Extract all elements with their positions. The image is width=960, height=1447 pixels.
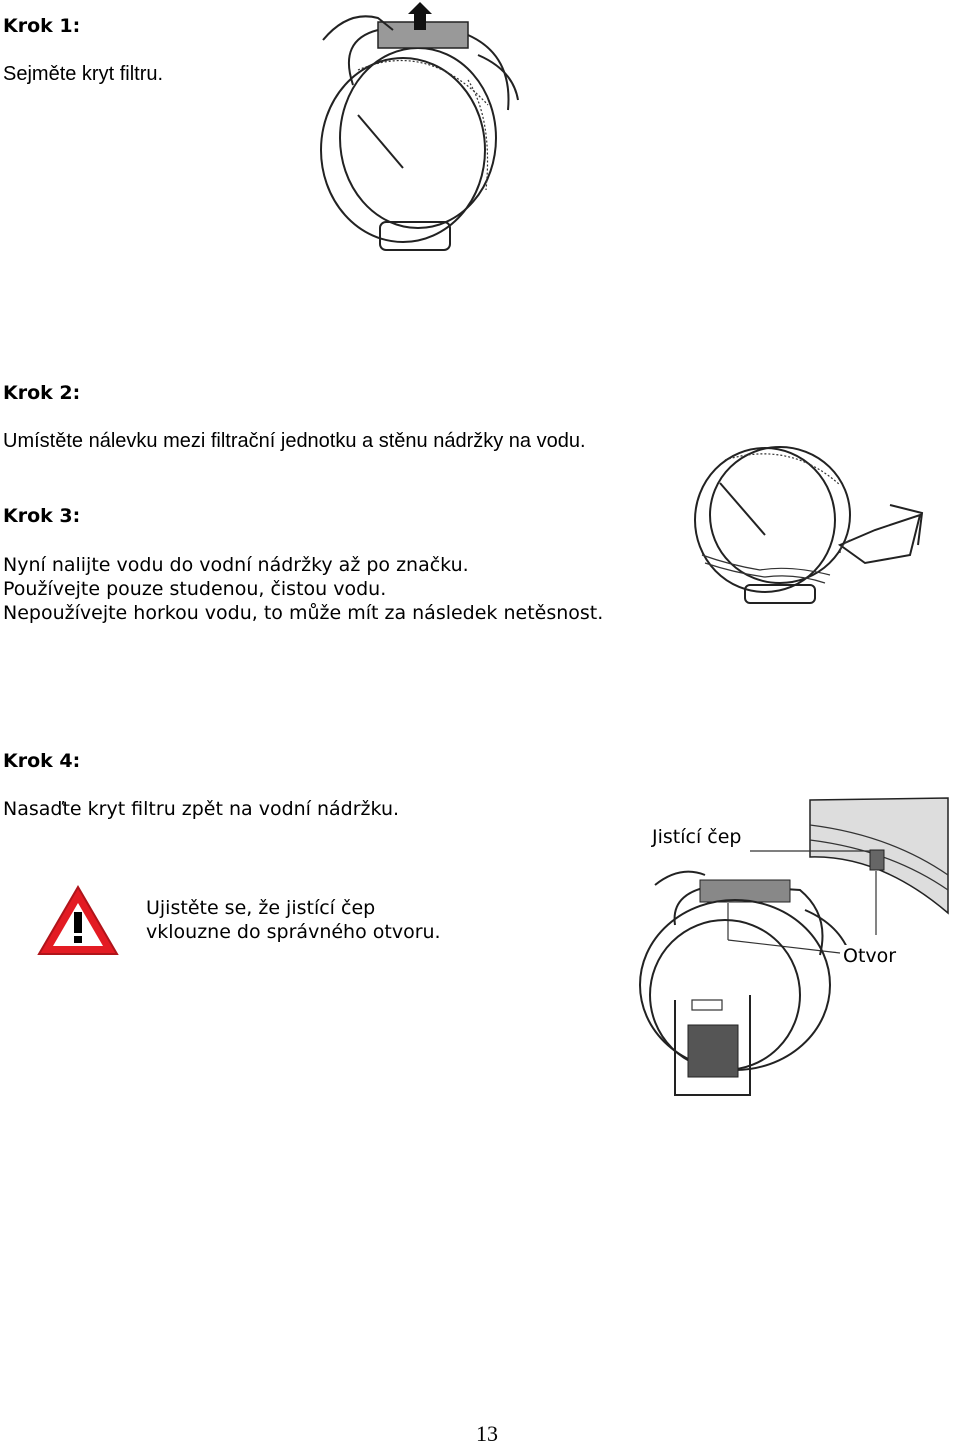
warning-line-2: vklouzne do správného otvoru.	[146, 921, 441, 943]
step4-text: Nasaďte kryt filtru zpět na vodní nádržku.	[3, 798, 400, 820]
step1-heading: Krok 1:	[3, 15, 81, 37]
step3-heading: Krok 3:	[3, 505, 81, 527]
step3-illustration	[690, 445, 940, 610]
step1-illustration	[318, 0, 528, 260]
hole-callout-label: Otvor	[843, 945, 897, 967]
step3-line-3: Nepoužívejte horkou vodu, to může mít za následek netěsnost.	[3, 602, 604, 624]
step4-heading: Krok 4:	[3, 750, 81, 772]
page-number: 13	[476, 1421, 498, 1446]
pin-callout-label: Jistící čep	[652, 826, 742, 848]
step3-line-1: Nyní nalijte vodu do vodní nádržky až po značku.	[3, 554, 469, 576]
warning-line-1: Ujistěte se, že jistící čep	[146, 897, 376, 919]
step2-heading: Krok 2:	[3, 382, 81, 404]
step3-line-2: Používejte pouze studenou, čistou vodu.	[3, 578, 387, 600]
step1-text: Sejměte kryt filtru.	[3, 63, 164, 85]
step2-text: Umístěte nálevku mezi filtrační jednotku a stěnu nádržky na vodu.	[3, 430, 586, 452]
warning-icon	[36, 884, 120, 958]
